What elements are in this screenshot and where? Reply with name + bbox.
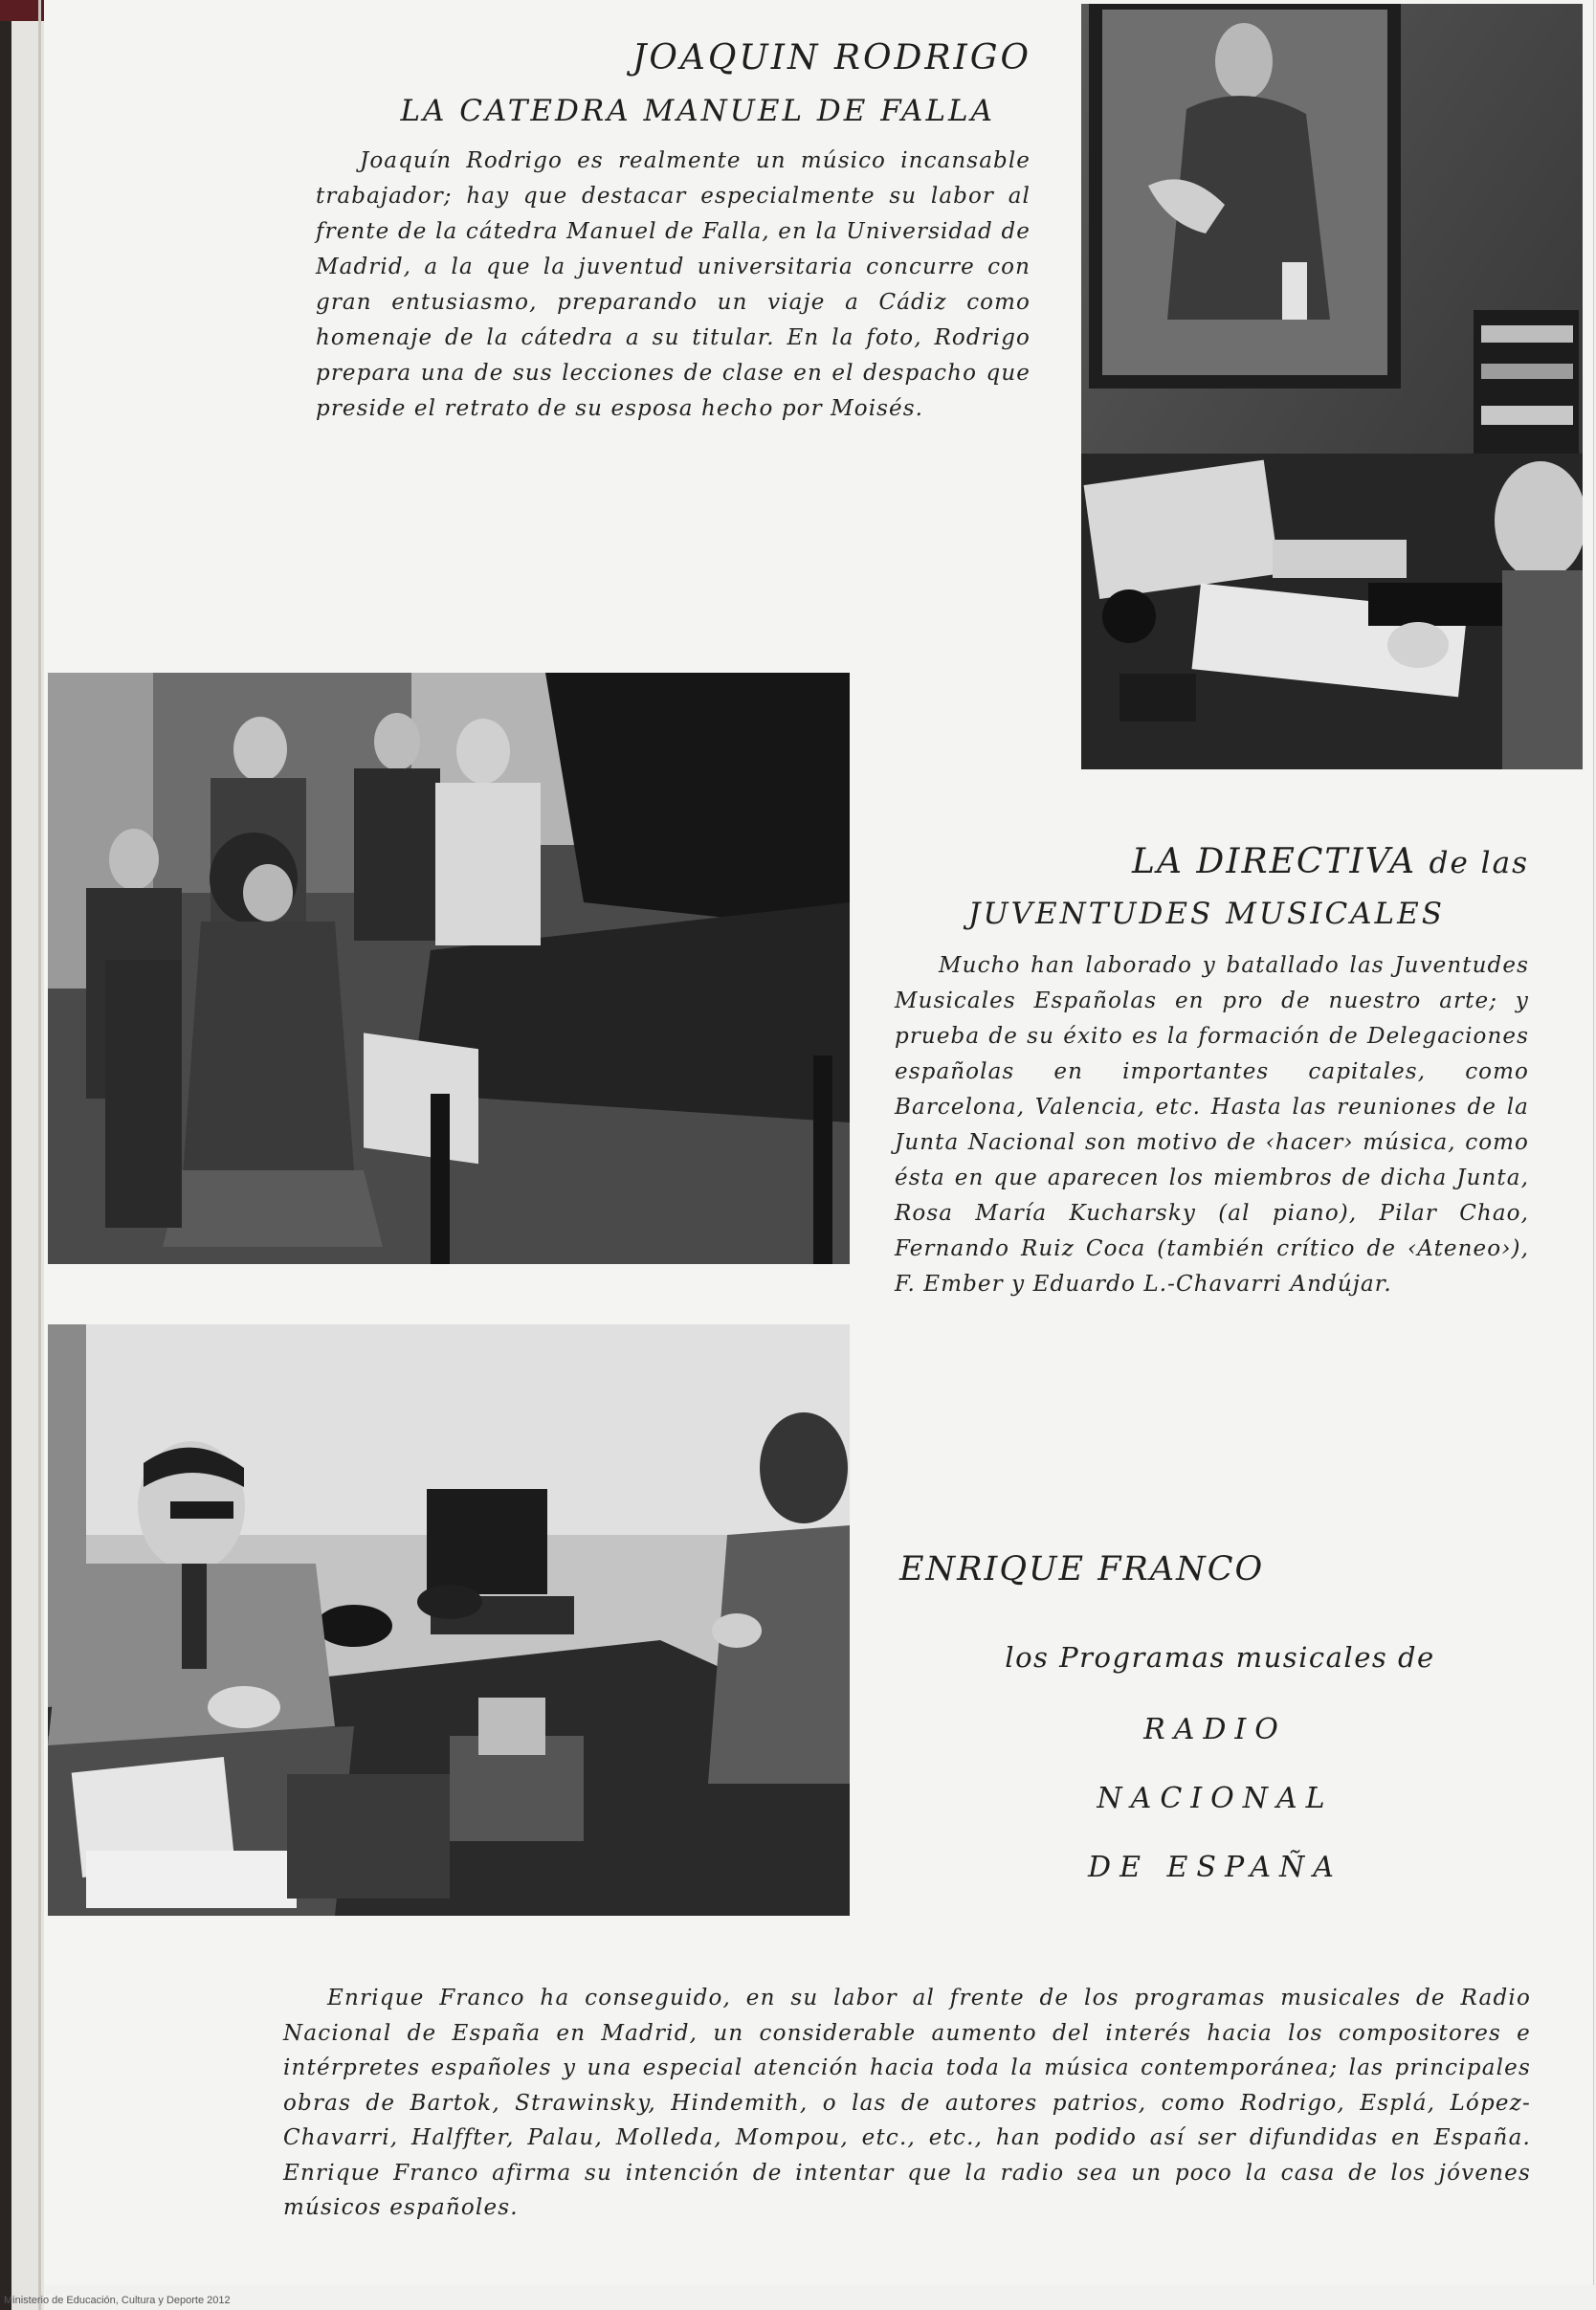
rodrigo-subtitle: LA CATEDRA MANUEL DE FALLA [400, 94, 995, 128]
directiva-body: Mucho han laborado y batallado las Juventudes Musicales Españolas en pro de nuestro arte; y prueba de su éxito es la formación de Delegaciones españolas en importantes capitales, como Barcelona, Valencia, etc. Hasta las reuniones de la Junta Nacional son motivo de ‹hacer› música, como ésta en que aparecen los miembros de dicha Junta, Rosa María Kucharsky (al piano), Pilar Chao, Fernando Ruiz Coca (también crítico de ‹Ateneo›), F. Ember y Eduardo L.-Chavarri Andújar. [895, 953, 1529, 1297]
photo-rodrigo-office-image [1081, 4, 1583, 769]
photo-rodrigo-office [1081, 4, 1583, 769]
footer-credit: Ministerio de Educación, Cultura y Deporte 2012 [4, 2295, 231, 2306]
photo-piano-meeting-image [48, 673, 850, 1264]
franco-title: ENRIQUE FRANCO [899, 1550, 1265, 1588]
franco-line2: RADIO [1143, 1713, 1287, 1746]
rodrigo-title: JOAQUIN RODRIGO [632, 38, 1031, 78]
franco-line4: DE ESPAÑA [1088, 1851, 1342, 1884]
franco-line1: los Programas musicales de [1005, 1641, 1435, 1674]
photo-enrique-franco-image [48, 1324, 850, 1916]
photo-enrique-franco [48, 1324, 850, 1916]
directiva-title [957, 842, 1529, 881]
directiva-title-main: LA DIRECTIVA [1132, 842, 1417, 881]
directiva-title-suffix: de las [1429, 846, 1529, 880]
binding-edge [0, 0, 11, 2310]
rodrigo-paragraph [316, 144, 1031, 427]
franco-paragraph [283, 1981, 1531, 2226]
page-fold [38, 0, 41, 2310]
directiva-paragraph [895, 948, 1529, 1302]
franco-line3: NACIONAL [1097, 1782, 1334, 1815]
rodrigo-body: Joaquín Rodrigo es realmente un músico incansable trabajador; hay que destacar especialmente su labor al frente de la cátedra Manuel de Falla, en la Universidad de Madrid, a la que la juventud universitaria concurre con gran entusiasmo, preparando un viaje a Cádiz como homenaje de la cátedra a su titular. En la foto, Rodrigo prepara una de sus lecciones de clase en el despacho que preside el retrato de su esposa hecho por Moisés. [316, 148, 1031, 421]
photo-piano-meeting [48, 673, 850, 1264]
franco-body: Enrique Franco ha conseguido, en su labor al frente de los programas musicales de Radio Nacional de España en Madrid, un considerable aumento del interés hacia los compositores e intérpretes españoles y una especial atención hacia toda la música contemporánea; las principales obras de Bartok, Strawinsky, Hindemith, o las de autores patrios, como Rodrigo, Esplá, López-Chavarri, Halffter, Palau, Molleda, Mompou, etc., etc., han podido así ser difundidas en España. Enrique Franco afirma su intención de intentar que la radio sea un poco la casa de los jóvenes músicos españoles. [283, 1986, 1531, 2220]
directiva-subtitle: JUVENTUDES MUSICALES [968, 897, 1445, 931]
